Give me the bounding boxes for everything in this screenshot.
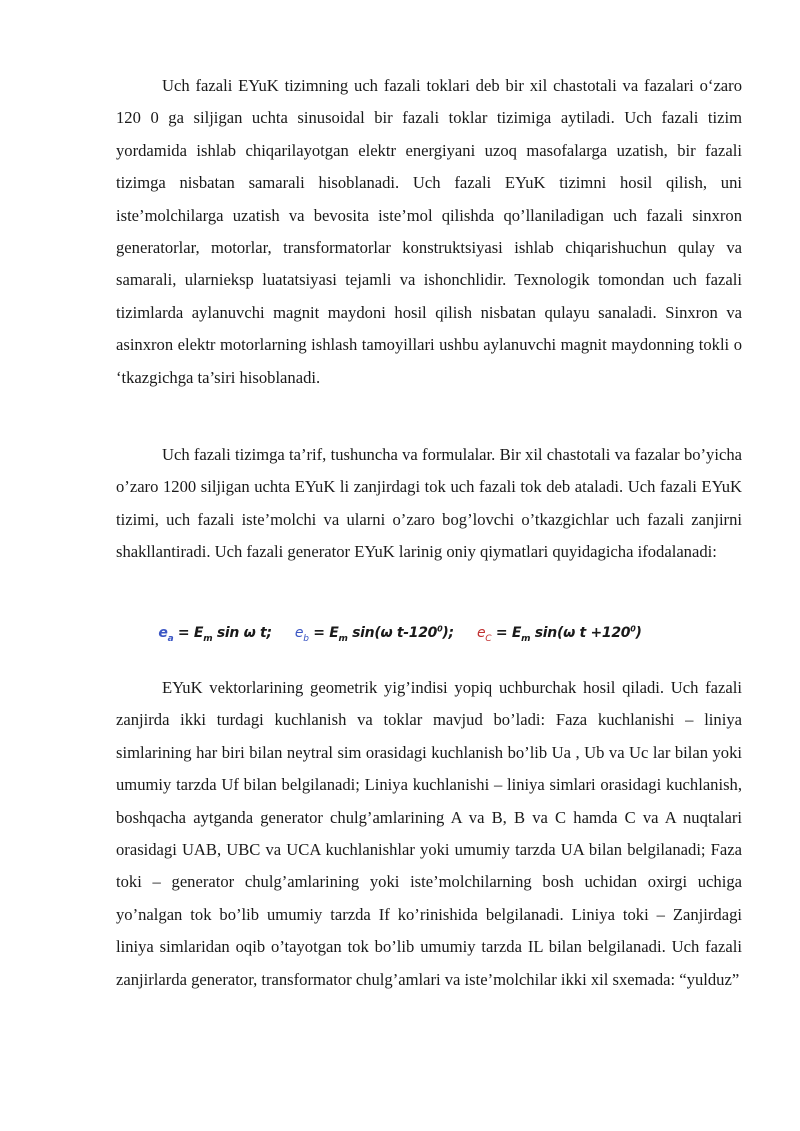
ea-formula: $e_a = E_m$ sin ω t;: [158, 624, 272, 644]
eb-symbol: $e_b$: [294, 624, 309, 644]
paragraph-text: Uch fazali tizimga ta’rif, tushuncha va formulalar. Bir xil chastotali va fazalar bo’yicha o’zaro 1200 siljigan uchta EYuK li zanjirdagi tok uch fazali tok deb ataladi. Uch fazali EYuK tizimi, uch fazali iste’molchi va ularni o’zaro bog’lovchi o’tkazgichlar uch fazali zanjirni shakllantiradi. Uch fazali generator EYuK larinig oniy qiymatlari quyidagicha ifodalanadi:: [116, 445, 742, 562]
ec-symbol: $e_C$: [476, 624, 492, 644]
ea-symbol: $e_a$: [158, 624, 174, 644]
paragraph-voltages-and-currents: [116, 672, 742, 996]
paragraph-text: EYuK vektorlarining geometrik yig’indisi yopiq uchburchak hosil qiladi. Uch fazali zanjirda ikki turdagi kuchlanish va toklar mavjud bo’ladi: Faza kuchlanishi – liniya simlarining har biri bilan neytral sim orasidagi kuchlanish bo’lib Ua , Ub va Uc lar bilan yoki umumiy tarzda Uf bilan belgilanadi; Liniya kuchlanishi – liniya simlari orasidagi kuchlanish, boshqacha aytganda generator chulg’amlarining A va B, B va C hamda C va A nuqtalari orasidagi UAB, UBC va UCA kuchlanishlar yoki umumiy tarzda UA bilan belgilanadi; Faza toki – generator chulg’amlarining yoki iste’molchilarning bosh uchidan oxirgi uchiga yo’nalgan tok bo’lib umumiy tarzda If ko’rinishida belgilanadi. Liniya toki – Zanjirdagi liniya simlaridan oqib o’tayotgan tok bo’lib umumiy tarzda IL bilan belgilanadi. Uch fazali zanjirlarda generator, transformator chulg’amlari va iste’molchilar ikki xil sxemada: “yulduz”: [116, 678, 742, 989]
paragraph-text: Uch fazali EYuK tizimning uch fazali toklari deb bir xil chastotali va fazalari o‘zaro 120 0 ga siljigan uchta sinusoidal bir fazali toklar tizimiga aytiladi. Uch fazali tizim yordamida ishlab chiqarilayotgan elektr energiyani uzoq masofalarga uzatish, bir fazali tizimga nisbatan samarali hisoblanadi. Uch fazali EYuK tizimni hosil qilish, uni iste’molchilarga uzatish va bevosita iste’mol qilishda qo’llaniladigan uch fazali sinxron generatorlar, motorlar, transformatorlar konstruktsiyasi ishlab chiqarishuchun qulay va samarali, ularnieksp luatatsiyasi tejamli va ishonchlidir. Texnologik tomondan uch fazali tizimlarda aylanuvchi magnit maydoni hosil qilish nisbatan qulayu sanaladi. Sinxron va asinxron elektr motorlarning ishlash tamoyillari ushbu aylanuvchi magnit maydonning tokli o ‘tkazgichga ta’siri hisoblanadi.: [116, 76, 742, 387]
eb-formula: $e_b = E_m$ sin(ω $t-120^0$);: [294, 624, 454, 644]
emf-formula: [0, 624, 800, 652]
paragraph-three-phase-definition: [116, 70, 742, 394]
paragraph-three-phase-formulas-intro: [116, 439, 742, 569]
ec-formula: $e_C = E_m$ sin(ω $t +120^0$): [476, 624, 642, 644]
